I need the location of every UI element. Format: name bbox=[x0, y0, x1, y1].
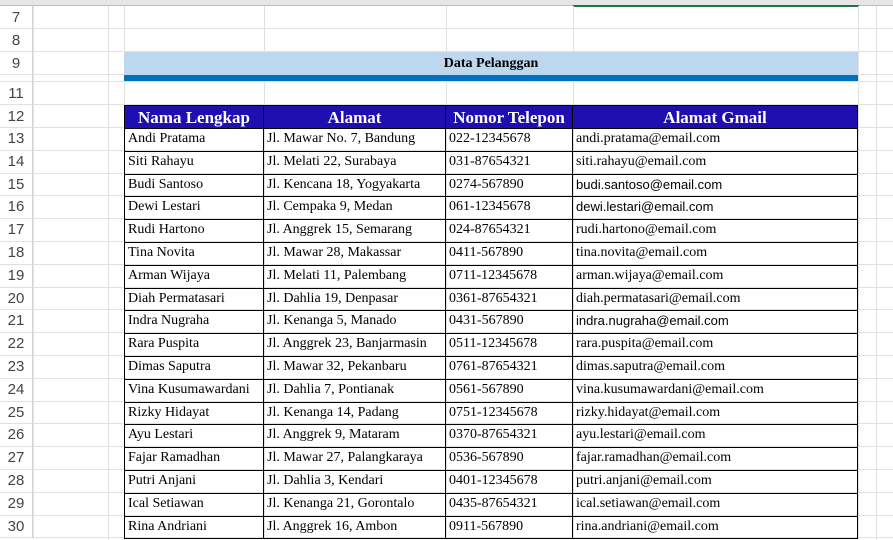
cell-telepon[interactable]: 031-87654321 bbox=[446, 151, 573, 175]
grid-line-horizontal bbox=[33, 28, 893, 29]
cell-alamat[interactable]: Jl. Kenanga 21, Gorontalo bbox=[264, 493, 446, 517]
row-header[interactable]: 27 bbox=[0, 447, 33, 470]
cell-alamat[interactable]: Jl. Mawar 27, Palangkaraya bbox=[264, 447, 446, 471]
row-header[interactable]: 25 bbox=[0, 402, 33, 425]
cell-alamat[interactable]: Jl. Melati 11, Palembang bbox=[264, 265, 446, 289]
cell-telepon[interactable]: 061-12345678 bbox=[446, 196, 573, 220]
cell-alamat[interactable]: Jl. Mawar No. 7, Bandung bbox=[264, 128, 446, 152]
row-header[interactable]: 22 bbox=[0, 333, 33, 356]
cell-telepon[interactable]: 0435-87654321 bbox=[446, 493, 573, 517]
cell-nama[interactable]: Rara Puspita bbox=[124, 333, 264, 357]
cell-telepon[interactable]: 024-87654321 bbox=[446, 219, 573, 243]
cell-email[interactable]: andi.pratama@email.com bbox=[573, 128, 858, 152]
cell-telepon[interactable]: 0274-567890 bbox=[446, 174, 573, 198]
cell-telepon[interactable]: 0411-567890 bbox=[446, 242, 573, 266]
cell-email[interactable]: rudi.hartono@email.com bbox=[573, 219, 858, 243]
cell-telepon[interactable]: 0370-87654321 bbox=[446, 424, 573, 448]
cell-email[interactable]: ical.setiawan@email.com bbox=[573, 493, 858, 517]
title-underline-bar bbox=[124, 75, 858, 81]
row-header[interactable]: 7 bbox=[0, 6, 33, 29]
cell-email[interactable]: indra.nugraha@email.com bbox=[573, 310, 858, 334]
cell-telepon[interactable]: 022-12345678 bbox=[446, 128, 573, 152]
header-nama-lengkap[interactable]: Nama Lengkap bbox=[124, 105, 264, 129]
cell-alamat[interactable]: Jl. Mawar 32, Pekanbaru bbox=[264, 356, 446, 380]
grid-line-vertical bbox=[858, 6, 859, 540]
sheet-title: Data Pelanggan bbox=[124, 52, 858, 75]
cell-alamat[interactable]: Jl. Cempaka 9, Medan bbox=[264, 196, 446, 220]
cell-email[interactable]: putri.anjani@email.com bbox=[573, 470, 858, 494]
cell-alamat[interactable]: Jl. Anggrek 15, Semarang bbox=[264, 219, 446, 243]
row-header[interactable]: 24 bbox=[0, 379, 33, 402]
header-alamat-gmail[interactable]: Alamat Gmail bbox=[573, 105, 858, 129]
cell-nama[interactable]: Fajar Ramadhan bbox=[124, 447, 264, 471]
header-alamat[interactable]: Alamat bbox=[264, 105, 446, 129]
cell-telepon[interactable]: 0711-12345678 bbox=[446, 265, 573, 289]
cell-nama[interactable]: Rizky Hidayat bbox=[124, 402, 264, 426]
row-header[interactable]: 17 bbox=[0, 219, 33, 242]
cell-alamat[interactable]: Jl. Anggrek 23, Banjarmasin bbox=[264, 333, 446, 357]
row-header[interactable]: 11 bbox=[0, 82, 33, 105]
row-header[interactable]: 9 bbox=[0, 52, 33, 75]
cell-nama[interactable]: Tina Novita bbox=[124, 242, 264, 266]
row-header[interactable]: 30 bbox=[0, 516, 33, 539]
row-header[interactable]: 29 bbox=[0, 493, 33, 516]
cell-nama[interactable]: Siti Rahayu bbox=[124, 151, 264, 175]
cell-telepon[interactable]: 0536-567890 bbox=[446, 447, 573, 471]
cell-nama[interactable]: Dimas Saputra bbox=[124, 356, 264, 380]
cell-alamat[interactable]: Jl. Dahlia 7, Pontianak bbox=[264, 379, 446, 403]
cell-nama[interactable]: Vina Kusumawardani bbox=[124, 379, 264, 403]
grid-line-vertical bbox=[108, 6, 109, 540]
cell-telepon[interactable]: 0361-87654321 bbox=[446, 288, 573, 312]
cell-email[interactable]: budi.santoso@email.com bbox=[573, 174, 858, 198]
cell-telepon[interactable]: 0401-12345678 bbox=[446, 470, 573, 494]
cell-telepon[interactable]: 0511-12345678 bbox=[446, 333, 573, 357]
cell-nama[interactable]: Arman Wijaya bbox=[124, 265, 264, 289]
cell-email[interactable]: diah.permatasari@email.com bbox=[573, 288, 858, 312]
cell-email[interactable]: rara.puspita@email.com bbox=[573, 333, 858, 357]
cell-alamat[interactable]: Jl. Melati 22, Surabaya bbox=[264, 151, 446, 175]
cell-email[interactable]: ayu.lestari@email.com bbox=[573, 424, 858, 448]
cell-nama[interactable]: Rudi Hartono bbox=[124, 219, 264, 243]
cell-email[interactable]: arman.wijaya@email.com bbox=[573, 265, 858, 289]
cell-email[interactable]: vina.kusumawardani@email.com bbox=[573, 379, 858, 403]
cell-telepon[interactable]: 0561-567890 bbox=[446, 379, 573, 403]
cell-nama[interactable]: Dewi Lestari bbox=[124, 196, 264, 220]
row-header[interactable]: 20 bbox=[0, 288, 33, 311]
cell-telepon[interactable]: 0911-567890 bbox=[446, 516, 573, 540]
cell-alamat[interactable]: Jl. Mawar 28, Makassar bbox=[264, 242, 446, 266]
cell-alamat[interactable]: Jl. Kenanga 5, Manado bbox=[264, 310, 446, 334]
cell-nama[interactable]: Budi Santoso bbox=[124, 174, 264, 198]
cell-email[interactable]: dewi.lestari@email.com bbox=[573, 196, 858, 220]
cell-email[interactable]: rizky.hidayat@email.com bbox=[573, 402, 858, 426]
selected-cell-border bbox=[573, 5, 859, 7]
cell-alamat[interactable]: Jl. Kencana 18, Yogyakarta bbox=[264, 174, 446, 198]
row-header[interactable]: 15 bbox=[0, 174, 33, 197]
cell-email[interactable]: siti.rahayu@email.com bbox=[573, 151, 858, 175]
cell-nama[interactable]: Ayu Lestari bbox=[124, 424, 264, 448]
grid-line-vertical bbox=[876, 6, 877, 540]
row-header[interactable]: 26 bbox=[0, 424, 33, 447]
row-header[interactable]: 8 bbox=[0, 29, 33, 52]
cell-nama[interactable]: Putri Anjani bbox=[124, 470, 264, 494]
cell-nama[interactable]: Rina Andriani bbox=[124, 516, 264, 540]
row-header[interactable]: 14 bbox=[0, 151, 33, 174]
grid-line-horizontal bbox=[33, 81, 893, 82]
row-header[interactable]: 13 bbox=[0, 128, 33, 151]
header-nomor-telepon[interactable]: Nomor Telepon bbox=[446, 105, 573, 129]
cell-nama[interactable]: Andi Pratama bbox=[124, 128, 264, 152]
cell-email[interactable]: dimas.saputra@email.com bbox=[573, 356, 858, 380]
row-header[interactable]: 16 bbox=[0, 196, 33, 219]
cell-telepon[interactable]: 0431-567890 bbox=[446, 310, 573, 334]
cell-alamat[interactable]: Jl. Anggrek 16, Ambon bbox=[264, 516, 446, 540]
row-header[interactable]: 12 bbox=[0, 105, 33, 128]
cell-alamat[interactable]: Jl. Kenanga 14, Padang bbox=[264, 402, 446, 426]
cell-nama[interactable]: Ical Setiawan bbox=[124, 493, 264, 517]
row-header[interactable]: 23 bbox=[0, 356, 33, 379]
cell-nama[interactable]: Diah Permatasari bbox=[124, 288, 264, 312]
grid-line-vertical bbox=[33, 6, 34, 540]
cell-telepon[interactable]: 0751-12345678 bbox=[446, 402, 573, 426]
cell-alamat[interactable]: Jl. Dahlia 19, Denpasar bbox=[264, 288, 446, 312]
cell-nama[interactable]: Indra Nugraha bbox=[124, 310, 264, 334]
cell-alamat[interactable]: Jl. Dahlia 3, Kendari bbox=[264, 470, 446, 494]
cell-email[interactable]: fajar.ramadhan@email.com bbox=[573, 447, 858, 471]
cell-email[interactable]: tina.novita@email.com bbox=[573, 242, 858, 266]
row-header[interactable]: 18 bbox=[0, 242, 33, 265]
cell-telepon[interactable]: 0761-87654321 bbox=[446, 356, 573, 380]
cell-email[interactable]: rina.andriani@email.com bbox=[573, 516, 858, 540]
row-header[interactable]: 21 bbox=[0, 310, 33, 333]
row-header[interactable]: 28 bbox=[0, 470, 33, 493]
row-header-hidden[interactable] bbox=[0, 75, 33, 82]
row-header[interactable]: 19 bbox=[0, 265, 33, 288]
cell-alamat[interactable]: Jl. Anggrek 9, Mataram bbox=[264, 424, 446, 448]
